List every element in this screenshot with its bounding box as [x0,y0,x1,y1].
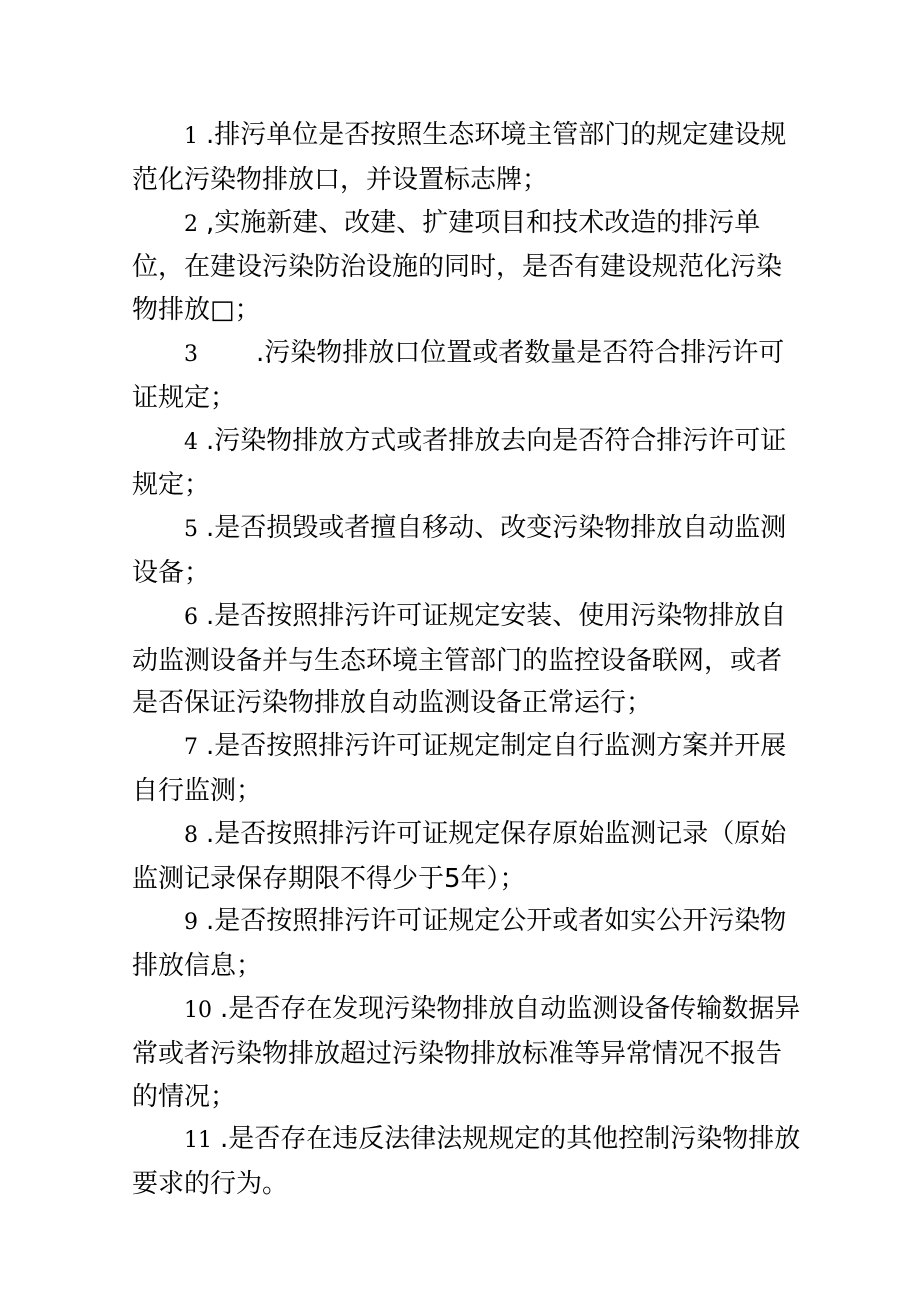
item-number: 6 [184,604,198,630]
item-text: .是否损毁或者擅自移动、改变污染物排放自动监测设备； [132,513,787,588]
item-text: .是否按照排污许可证规定制定自行监测方案并开展自行监测； [132,731,787,806]
item-text: .是否按照排污许可证规定安装、使用污染物排放自动监测设备并与生态环境主管部门的监控设备联网，或者是否保证污染物排放自动监测设备正常运行； [132,600,787,719]
item-text: .是否按照排污许可证规定保存原始监测记录（原始监测记录保存期限不得少于5年）； [132,818,787,894]
item-number: 3 [184,341,198,367]
item-number: 10 [184,997,212,1023]
item-text: .污染物排放方式或者排放去向是否符合排污许可证规定； [132,425,787,501]
item-text: .是否按照排污许可证规定公开或者如实公开污染物排放信息； [132,906,787,982]
item-text: .是否存在违反法律法规规定的其他控制污染物排放要求的行为。 [132,1124,801,1200]
list-item [132,332,802,420]
list-item [132,900,802,988]
item-number: 11 [184,1128,212,1154]
list-item [132,725,802,813]
item-text: .是否存在发现污染物排放自动监测设备传输数据异常或者污染物排放超过污染物排放标准等异常情况不报告的情况； [132,993,801,1112]
item-text: .污染物排放口位置或者数量是否符合排污许可证规定； [132,337,785,413]
item-text: ,实施新建、改建、扩建项目和技术改造的排污单位，在建设污染防治设施的同时，是否有建设规范化污染物排放□； [132,207,783,326]
list-item [132,1118,802,1206]
item-number: 4 [184,429,198,455]
list-item [132,813,802,901]
item-number: 9 [184,910,198,936]
item-number: 2 [184,211,198,237]
item-number: 8 [184,822,198,848]
list-item [132,114,802,202]
item-number: 1 [184,124,198,149]
document-body [132,114,802,1206]
item-number: 7 [184,735,198,761]
item-number: 5 [184,517,198,543]
item-text: .排污单位是否按照生态环境主管部门的规定建设规范化污染物排放口，并设置标志牌； [132,120,787,195]
list-item [132,988,802,1118]
list-item [132,420,802,508]
list-item [132,507,802,595]
list-item [132,595,802,725]
list-item [132,202,802,332]
